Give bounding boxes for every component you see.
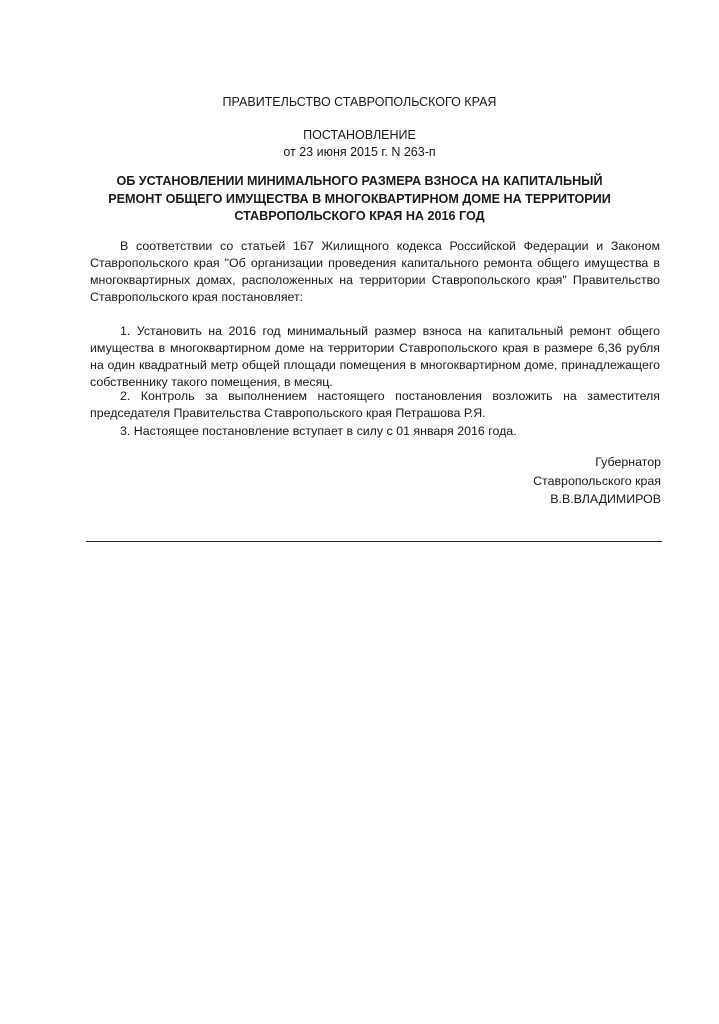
document-date-number: от 23 июня 2015 г. N 263-п (283, 145, 436, 159)
document-heading (0, 173, 719, 226)
signatory-name: В.В.ВЛАДИМИРОВ (550, 492, 661, 506)
item-1-paragraph: 1. Установить на 2016 год минимальный размер взноса на капитальный ремонт общего имущества в многоквартирном доме на территории Ставропольского края в размере 6,36 рубля на один квадратный метр общей площади помещения в многоквартирном доме, принадлежащего собственнику такого помещения, в месяц. (90, 324, 660, 389)
heading-line-3: СТАВРОПОЛЬСКОГО КРАЯ НА 2016 ГОД (234, 209, 485, 223)
heading-line-2: РЕМОНТ ОБЩЕГО ИМУЩЕСТВА В МНОГОКВАРТИРНОМ ДОМЕ НА ТЕРРИТОРИИ (108, 191, 611, 206)
government-name: ПРАВИТЕЛЬСТВО СТАВРОПОЛЬСКОГО КРАЯ (222, 95, 497, 109)
item-2-paragraph: 2. Контроль за выполнением настоящего постановления возложить на заместителя председателя Правительства Ставропольского края Петрашова Р.Я. (90, 389, 660, 420)
horizontal-rule (86, 541, 662, 542)
preamble-paragraph: В соответствии со статьей 167 Жилищного кодекса Российской Федерации и Законом Ставропольского края "Об организации проведения капитального ремонта общего имущества в многоквартирных домах, расположенных на территории Ставропольского края" Правительство Ставропольского края постановляет: (90, 239, 660, 304)
signature-block (533, 453, 661, 509)
item-3-paragraph: 3. Настоящее постановление вступает в силу с 01 января 2016 года. (120, 424, 517, 438)
signatory-region: Ставропольского края (533, 473, 661, 488)
signatory-position: Губернатор (595, 455, 661, 469)
document-type: ПОСТАНОВЛЕНИЕ (303, 128, 416, 142)
heading-line-1: ОБ УСТАНОВЛЕНИИ МИНИМАЛЬНОГО РАЗМЕРА ВЗНОСА НА КАПИТАЛЬНЫЙ (116, 174, 603, 188)
